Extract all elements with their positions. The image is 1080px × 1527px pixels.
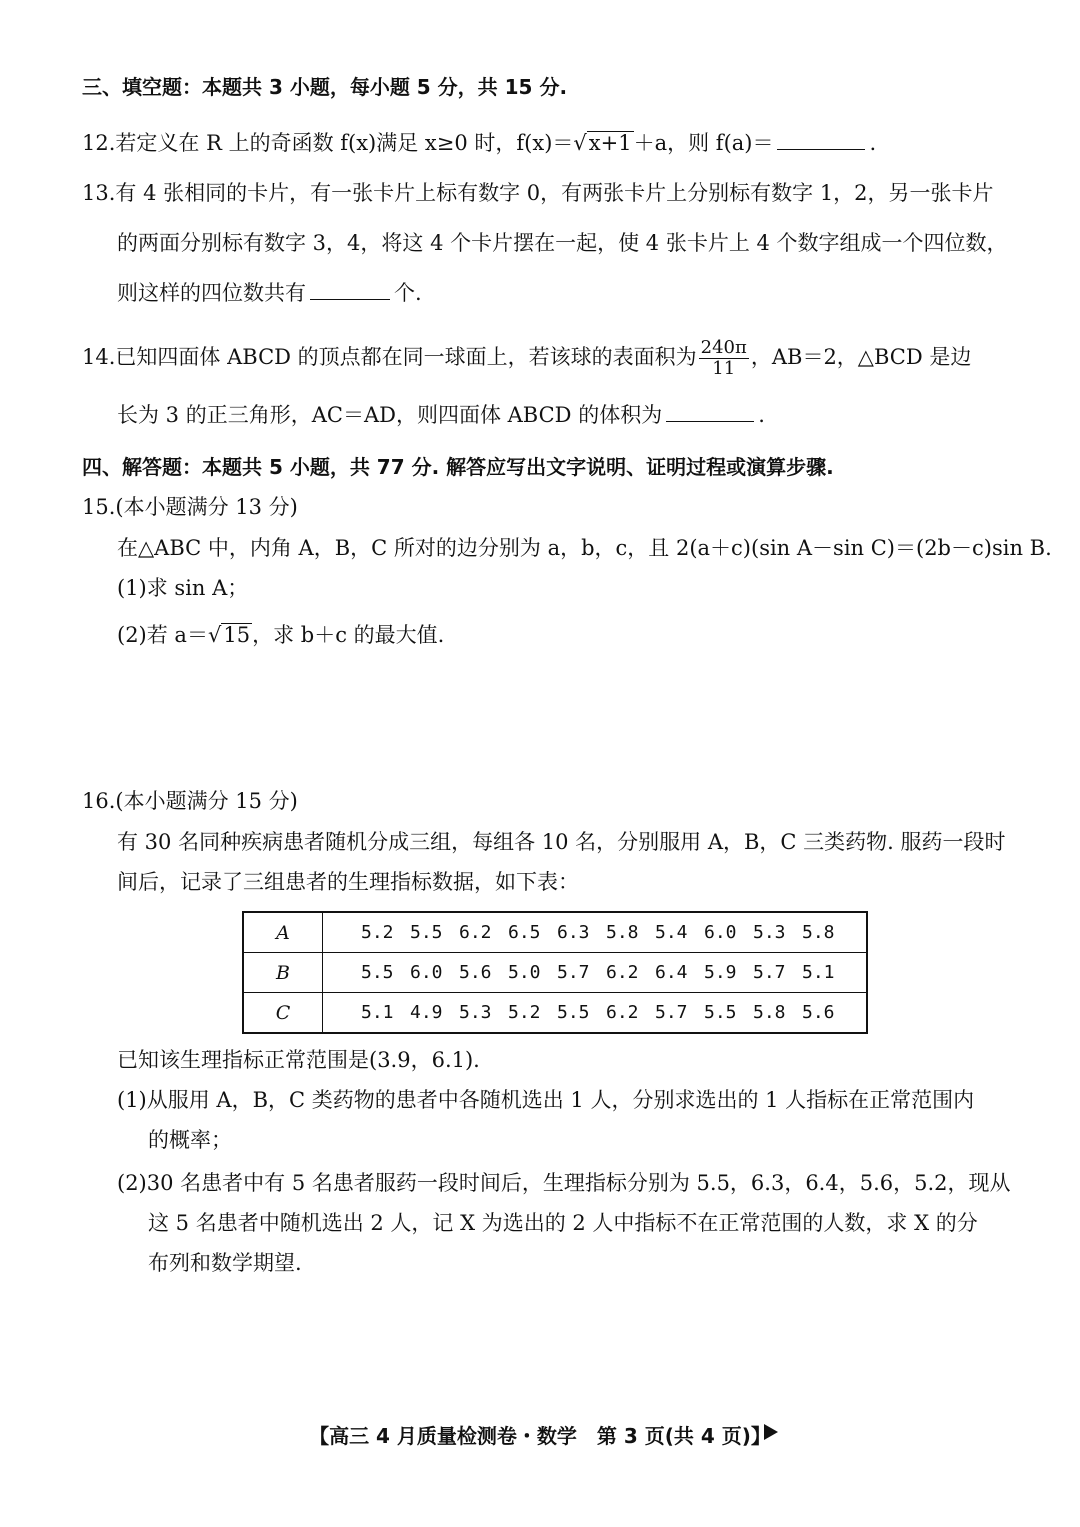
table-cell: 5.6 (459, 962, 492, 983)
table-cell: 5.1 (802, 962, 835, 983)
table-cell: 5.5 (410, 922, 443, 943)
question-15-part-1: (1)求 sin A； (117, 576, 249, 600)
table-cell: 5.5 (557, 1002, 590, 1023)
question-number: 12. (82, 131, 116, 155)
row-label: B (243, 953, 323, 993)
table-cell: 6.4 (655, 962, 688, 983)
question-15-header (82, 492, 298, 522)
row-label: C (243, 993, 323, 1034)
table-cell: 5.1 (361, 1002, 394, 1023)
table-cell: 6.0 (704, 922, 737, 943)
table-cell: 6.5 (508, 922, 541, 943)
question-text: 长为 3 的正三角形，AC＝AD，则四面体 ABCD 的体积为 (117, 403, 663, 427)
question-number: 16. (82, 789, 116, 813)
section-4-heading: 四、解答题：本题共 5 小题，共 77 分. 解答应写出文字说明、证明过程或演算步骤. (82, 455, 834, 479)
period: . (758, 403, 765, 427)
table-cell: 5.7 (753, 962, 786, 983)
question-score: (本小题满分 15 分) (115, 789, 298, 813)
table-cell: 5.5 (704, 1002, 737, 1023)
question-number: 15. (82, 495, 116, 519)
question-text-continued: ＋a，则 f(a)＝ (633, 131, 774, 155)
fraction-numerator: 240π (700, 337, 747, 358)
question-text: (2)若 a＝ (117, 623, 208, 647)
table-cell: 6.3 (557, 922, 590, 943)
question-13-line-3 (117, 278, 422, 308)
normal-range-note: 已知该生理指标正常范围是(3.9，6.1). (117, 1048, 480, 1072)
question-15-stem: 在△ABC 中，内角 A，B，C 所对的边分别为 a，b，c，且 2(a＋c)(sin A－sin C)＝(2b－c)sin B. (117, 536, 1052, 560)
table-row (243, 953, 867, 993)
table-cell: 5.2 (508, 1002, 541, 1023)
row-label: A (243, 912, 323, 953)
question-15-part-2: (2)若 a＝√15，求 b＋c 的最大值. (117, 623, 445, 647)
table-cell: 5.8 (606, 922, 639, 943)
sqrt-expression: x+1 (588, 131, 632, 155)
answer-blank[interactable] (310, 279, 390, 300)
table-cell: 5.7 (655, 1002, 688, 1023)
question-14-line-1 (82, 338, 971, 379)
table-cell: 6.2 (606, 962, 639, 983)
question-16-part-1-line-1: (1)从服用 A，B，C 类药物的患者中各随机选出 1 人，分别求选出的 1 人指标在正常范围内 (117, 1088, 975, 1112)
table-cell: 6.2 (459, 922, 492, 943)
table-cell: 5.5 (361, 962, 394, 983)
answer-blank[interactable] (666, 401, 754, 422)
table-cell: 5.0 (508, 962, 541, 983)
question-16-part-2-line-2: 这 5 名患者中随机选出 2 人，记 X 为选出的 2 人中指标不在正常范围的人数，求 X 的分 (148, 1211, 978, 1235)
table-cell: 5.4 (655, 922, 688, 943)
page-footer: 【高三 4 月质量检测卷・数学 第 3 页(共 4 页)】 (309, 1424, 771, 1448)
table-cell: 5.7 (557, 962, 590, 983)
table-cell: 5.3 (753, 922, 786, 943)
question-text: 已知四面体 ABCD 的顶点都在同一球面上，若该球的表面积为 (115, 345, 697, 369)
answer-blank[interactable] (777, 129, 865, 150)
question-text-continued: ，AB＝2，△BCD 是边 (750, 345, 972, 369)
question-number: 13. (82, 181, 116, 205)
question-16-header (82, 786, 298, 816)
question-text: 有 4 张相同的卡片，有一张卡片上标有数字 0，有两张卡片上分别标有数字 1，2，另一张卡片 (115, 181, 994, 205)
table-cell: 5.2 (361, 922, 394, 943)
question-score: (本小题满分 13 分) (115, 495, 298, 519)
fraction (699, 338, 749, 379)
period: . (869, 131, 877, 155)
sqrt-expression: 15 (223, 623, 251, 647)
table-row (243, 912, 867, 953)
table-cell: 5.8 (753, 1002, 786, 1023)
question-12: 12.若定义在 R 上的奇函数 f(x)满足 x≥0 时，f(x)＝√x+1＋a，则 f(a)＝ . (82, 131, 877, 155)
row-values (323, 953, 868, 993)
question-14-line-2 (117, 400, 765, 430)
question-13-line-2: 的两面分别标有数字 3，4，将这 4 个卡片摆在一起，使 4 张卡片上 4 个数字组成一个四位数， (117, 231, 1008, 255)
question-13-line-1 (82, 178, 994, 208)
question-16-part-2-line-1: (2)30 名患者中有 5 名患者服药一段时间后，生理指标分别为 5.5，6.3，6.4，5.6，5.2，现从 (117, 1171, 1011, 1195)
question-text-end: 个. (394, 281, 422, 305)
data-table (242, 911, 868, 1034)
section-3-heading: 三、填空题：本题共 3 小题，每小题 5 分，共 15 分. (82, 75, 568, 99)
row-values (323, 993, 868, 1034)
table-cell: 5.9 (704, 962, 737, 983)
question-text: 则这样的四位数共有 (117, 281, 306, 305)
question-16-line-2: 间后，记录了三组患者的生理指标数据，如下表： (117, 870, 579, 894)
question-text: 若定义在 R 上的奇函数 f(x)满足 x≥0 时，f(x)＝ (115, 131, 574, 155)
table-cell: 5.8 (802, 922, 835, 943)
question-16-part-1-line-2: 的概率； (148, 1128, 232, 1152)
table-cell: 6.2 (606, 1002, 639, 1023)
question-text-continued: ，求 b＋c 的最大值. (252, 623, 445, 647)
fraction-denominator: 11 (712, 358, 736, 379)
table-cell: 5.6 (802, 1002, 835, 1023)
question-16-part-2-line-3: 布列和数学期望. (148, 1251, 302, 1275)
table-row (243, 993, 867, 1034)
question-16-line-1: 有 30 名同种疾病患者随机分成三组，每组各 10 名，分别服用 A，B，C 三类药物. 服药一段时 (117, 830, 1006, 854)
table-cell: 5.3 (459, 1002, 492, 1023)
row-values (323, 912, 868, 953)
cursor-arrow-icon (764, 1424, 778, 1440)
table-cell: 4.9 (410, 1002, 443, 1023)
question-number: 14. (82, 345, 116, 369)
table-cell: 6.0 (410, 962, 443, 983)
